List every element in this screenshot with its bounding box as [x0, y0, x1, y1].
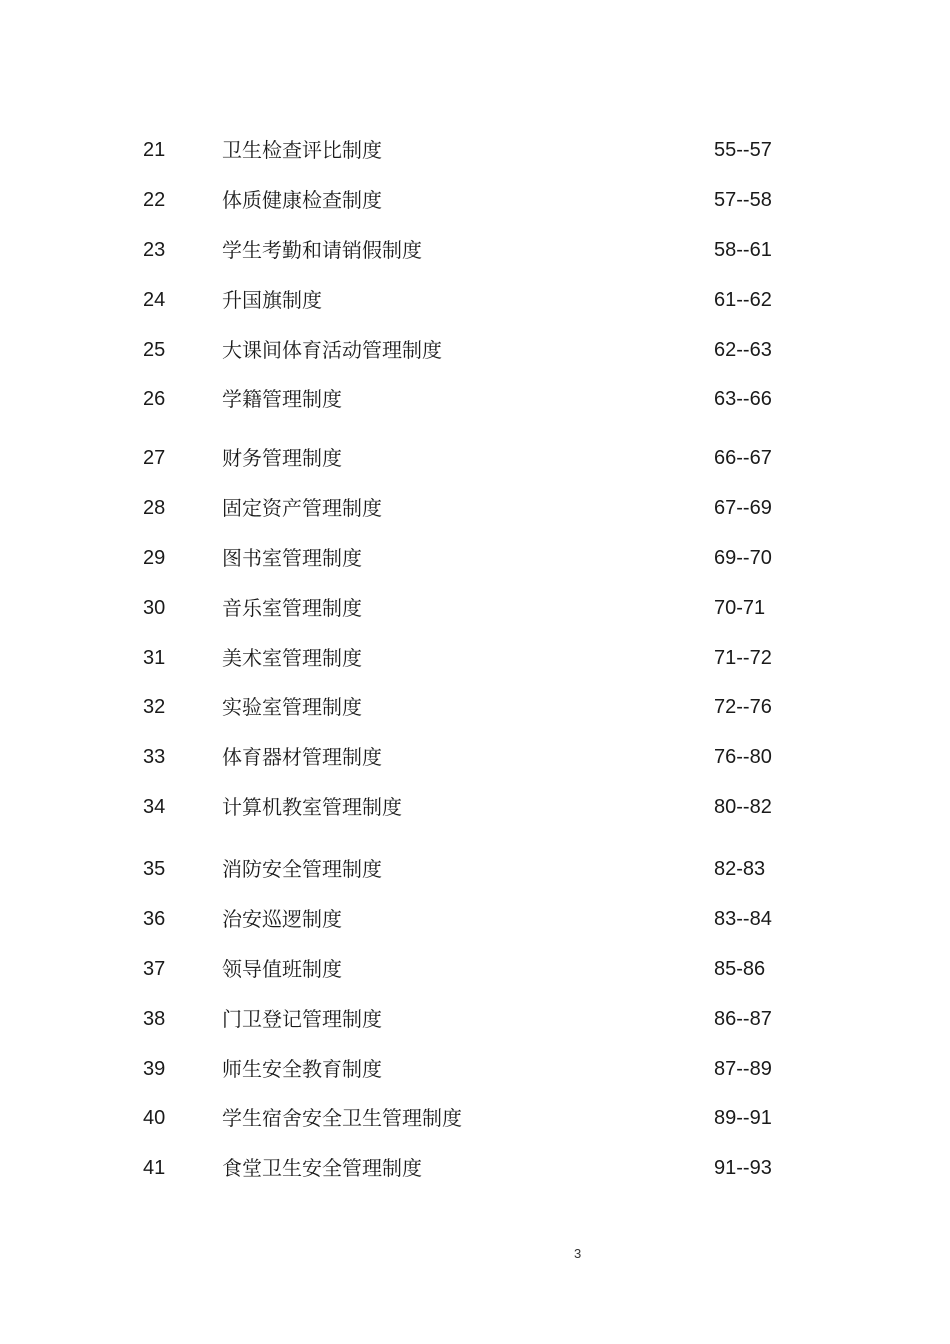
toc-entry-title: 图书室管理制度 [222, 546, 362, 570]
page-number: 3 [574, 1246, 582, 1261]
toc-entry-pages: 85-86 [714, 958, 766, 980]
toc-row [0, 1103, 950, 1133]
toc-entry-number: 30 [143, 597, 166, 619]
toc-entry-title: 领导值班制度 [222, 957, 342, 981]
toc-entry-pages: 70-71 [714, 597, 766, 619]
toc-entry-number: 22 [143, 189, 166, 211]
toc-row [0, 692, 950, 722]
toc-entry-title: 学籍管理制度 [222, 387, 342, 411]
toc-row [0, 904, 950, 934]
toc-entry-title: 卫生检查评比制度 [222, 138, 382, 162]
toc-entry-number: 31 [143, 647, 166, 669]
toc-entry-title: 固定资产管理制度 [222, 496, 382, 520]
toc-entry-pages: 80--82 [714, 796, 772, 818]
toc-row [0, 593, 950, 623]
toc-entry-number: 34 [143, 796, 166, 818]
toc-row [0, 235, 950, 265]
toc-row [0, 443, 950, 473]
toc-entry-number: 35 [143, 858, 166, 880]
toc-entry-pages: 55--57 [714, 139, 772, 161]
toc-entry-title: 美术室管理制度 [222, 646, 362, 670]
toc-entry-pages: 86--87 [714, 1008, 772, 1030]
toc-entry-number: 23 [143, 239, 166, 261]
toc-entry-title: 消防安全管理制度 [222, 857, 382, 881]
toc-entry-pages: 58--61 [714, 239, 772, 261]
toc-entry-title: 大课间体育活动管理制度 [222, 338, 442, 362]
toc-row [0, 854, 950, 884]
toc-entry-number: 33 [143, 746, 166, 768]
toc-entry-number: 29 [143, 547, 166, 569]
toc-entry-title: 治安巡逻制度 [222, 907, 342, 931]
toc-entry-title: 体育器材管理制度 [222, 745, 382, 769]
toc-entry-number: 36 [143, 908, 166, 930]
toc-entry-title: 计算机教室管理制度 [222, 795, 402, 819]
toc-entry-pages: 69--70 [714, 547, 772, 569]
toc-entry-title: 学生宿舍安全卫生管理制度 [222, 1106, 462, 1130]
toc-entry-number: 24 [143, 289, 166, 311]
toc-row [0, 185, 950, 215]
toc-entry-title: 财务管理制度 [222, 446, 342, 470]
toc-entry-pages: 66--67 [714, 447, 772, 469]
toc-row [0, 1004, 950, 1034]
toc-entry-number: 28 [143, 497, 166, 519]
toc-row [0, 954, 950, 984]
toc-entry-pages: 61--62 [714, 289, 772, 311]
toc-entry-pages: 62--63 [714, 339, 772, 361]
toc-entry-pages: 72--76 [714, 696, 772, 718]
toc-entry-pages: 87--89 [714, 1058, 772, 1080]
toc-entry-pages: 83--84 [714, 908, 772, 930]
toc-row [0, 384, 950, 414]
toc-row [0, 493, 950, 523]
toc-entry-number: 39 [143, 1058, 166, 1080]
toc-entry-pages: 89--91 [714, 1107, 772, 1129]
toc-row [0, 135, 950, 165]
toc-entry-number: 21 [143, 139, 166, 161]
toc-row [0, 1153, 950, 1183]
toc-entry-title: 师生安全教育制度 [222, 1057, 382, 1081]
toc-entry-pages: 82-83 [714, 858, 766, 880]
toc-row [0, 643, 950, 673]
toc-entry-number: 25 [143, 339, 166, 361]
toc-entry-number: 37 [143, 958, 166, 980]
toc-entry-number: 26 [143, 388, 166, 410]
toc-entry-number: 41 [143, 1157, 166, 1179]
toc-row [0, 543, 950, 573]
toc-row [0, 335, 950, 365]
toc-entry-title: 音乐室管理制度 [222, 596, 362, 620]
toc-entry-title: 学生考勤和请销假制度 [222, 238, 422, 262]
toc-entry-pages: 91--93 [714, 1157, 772, 1179]
toc-entry-pages: 67--69 [714, 497, 772, 519]
toc-entry-pages: 63--66 [714, 388, 772, 410]
toc-entry-title: 升国旗制度 [222, 288, 322, 312]
toc-entry-number: 27 [143, 447, 166, 469]
toc-entry-title: 实验室管理制度 [222, 695, 362, 719]
toc-entry-pages: 76--80 [714, 746, 772, 768]
toc-row [0, 792, 950, 822]
toc-row [0, 742, 950, 772]
toc-entry-title: 体质健康检查制度 [222, 188, 382, 212]
toc-entry-pages: 71--72 [714, 647, 772, 669]
toc-row [0, 285, 950, 315]
toc-row [0, 1054, 950, 1084]
toc-entry-title: 食堂卫生安全管理制度 [222, 1156, 422, 1180]
toc-entry-number: 40 [143, 1107, 166, 1129]
toc-entry-title: 门卫登记管理制度 [222, 1007, 382, 1031]
toc-entry-pages: 57--58 [714, 189, 772, 211]
toc-entry-number: 32 [143, 696, 166, 718]
toc-entry-number: 38 [143, 1008, 166, 1030]
